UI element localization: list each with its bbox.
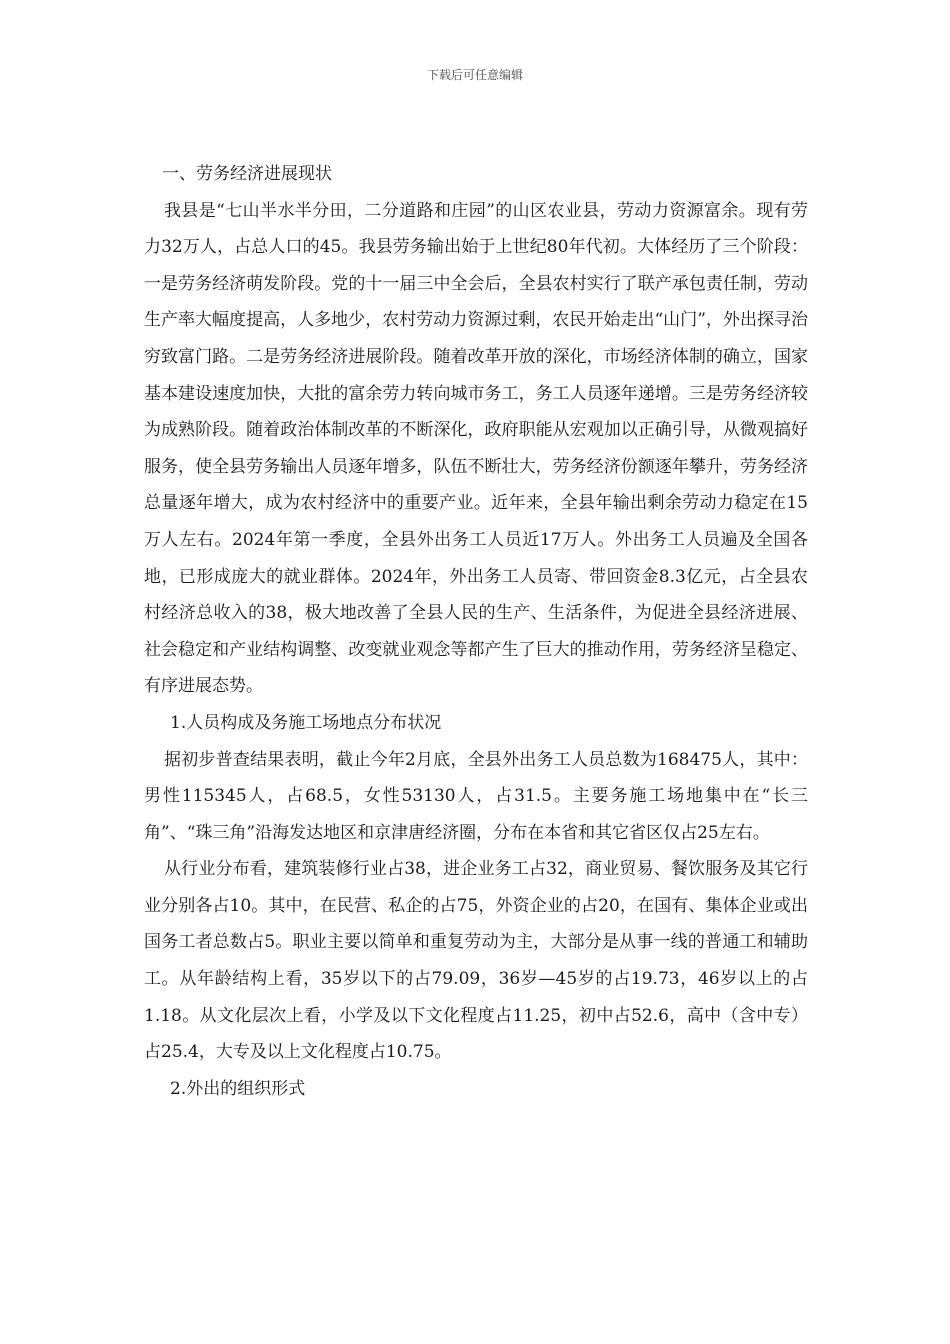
paragraph-overview: 我县是“七山半水半分田，二分道路和庄园”的山区农业县，劳动力资源富余。现有劳力32万人，占总人口的45。我县劳务输出始于上世纪80年代初。大体经历了三个阶段：一是劳务经济萌发阶段。党的十一届三中全会后，全县农村实行了联产承包责任制，劳动生产率大幅度提高，人多地少，农村劳动力资源过剩，农民开始走出“山门”，外出探寻治穷致富门路。二是劳务经济进展阶段。随着改革开放的深化，市场经济体制的确立，国家基本建设速度加快，大批的富余劳力转向城市务工，务工人员逐年递增。三是劳务经济较为成熟阶段。随着政治体制改革的不断深化，政府职能从宏观加以正确引导，从微观搞好服务，使全县劳务输出人员逐年增多，队伍不断壮大，劳务经济份额逐年攀升，劳务经济总量逐年增大，成为农村经济中的重要产业。近年来，全县年输出剩余劳动力稳定在15万人左右。2024年第一季度，全县外出务工人员近17万人。外出务工人员遍及全国各地，已形成庞大的就业群体。2024年，外出务工人员寄、带回资金8.3亿元，占全县农村经济总收入的38，极大地改善了全县人民的生产、生活条件，为促进全县经济进展、社会稳定和产业结构调整、改变就业观念等都产生了巨大的推动作用，劳务经济呈稳定、有序进展态势。 — [144, 200, 808, 697]
document-body — [144, 156, 808, 1107]
subsection-title-personnel: 1.人员构成及务施工场地点分布状况 — [170, 712, 442, 733]
page-header-note: 下载后可任意编辑 — [426, 68, 523, 82]
subsection-title-organization: 2.外出的组织形式 — [170, 1078, 306, 1099]
paragraph-survey-results: 据初步普查结果表明，截止今年2月底，全县外出务工人员总数为168475人，其中：男性115345人，占68.5，女性53130人，占31.5。主要务施工场地集中在“长三角”、“珠三角”沿海发达地区和京津唐经济圈，分布在本省和其它省区仅占25左右。 — [144, 749, 808, 843]
section-title: 一、劳务经济进展现状 — [162, 164, 332, 184]
paragraph-industry-distribution: 从行业分布看，建筑装修行业占38，进企业务工占32，商业贸易、餐饮服务及其它行业分别各占10。其中，在民营、私企的占75，外资企业的占20，在国有、集体企业或出国务工者总数占5。职业主要以简单和重复劳动为主，大部分是从事一线的普通工和辅助工。从年龄结构上看，35岁以下的占79.09，36岁—45岁的占19.73，46岁以上的占1.18。从文化层次上看，小学及以下文化程度占11.25，初中占52.6，高中（含中专）占25.4，大专及以上文化程度占10.75。 — [144, 859, 808, 1063]
